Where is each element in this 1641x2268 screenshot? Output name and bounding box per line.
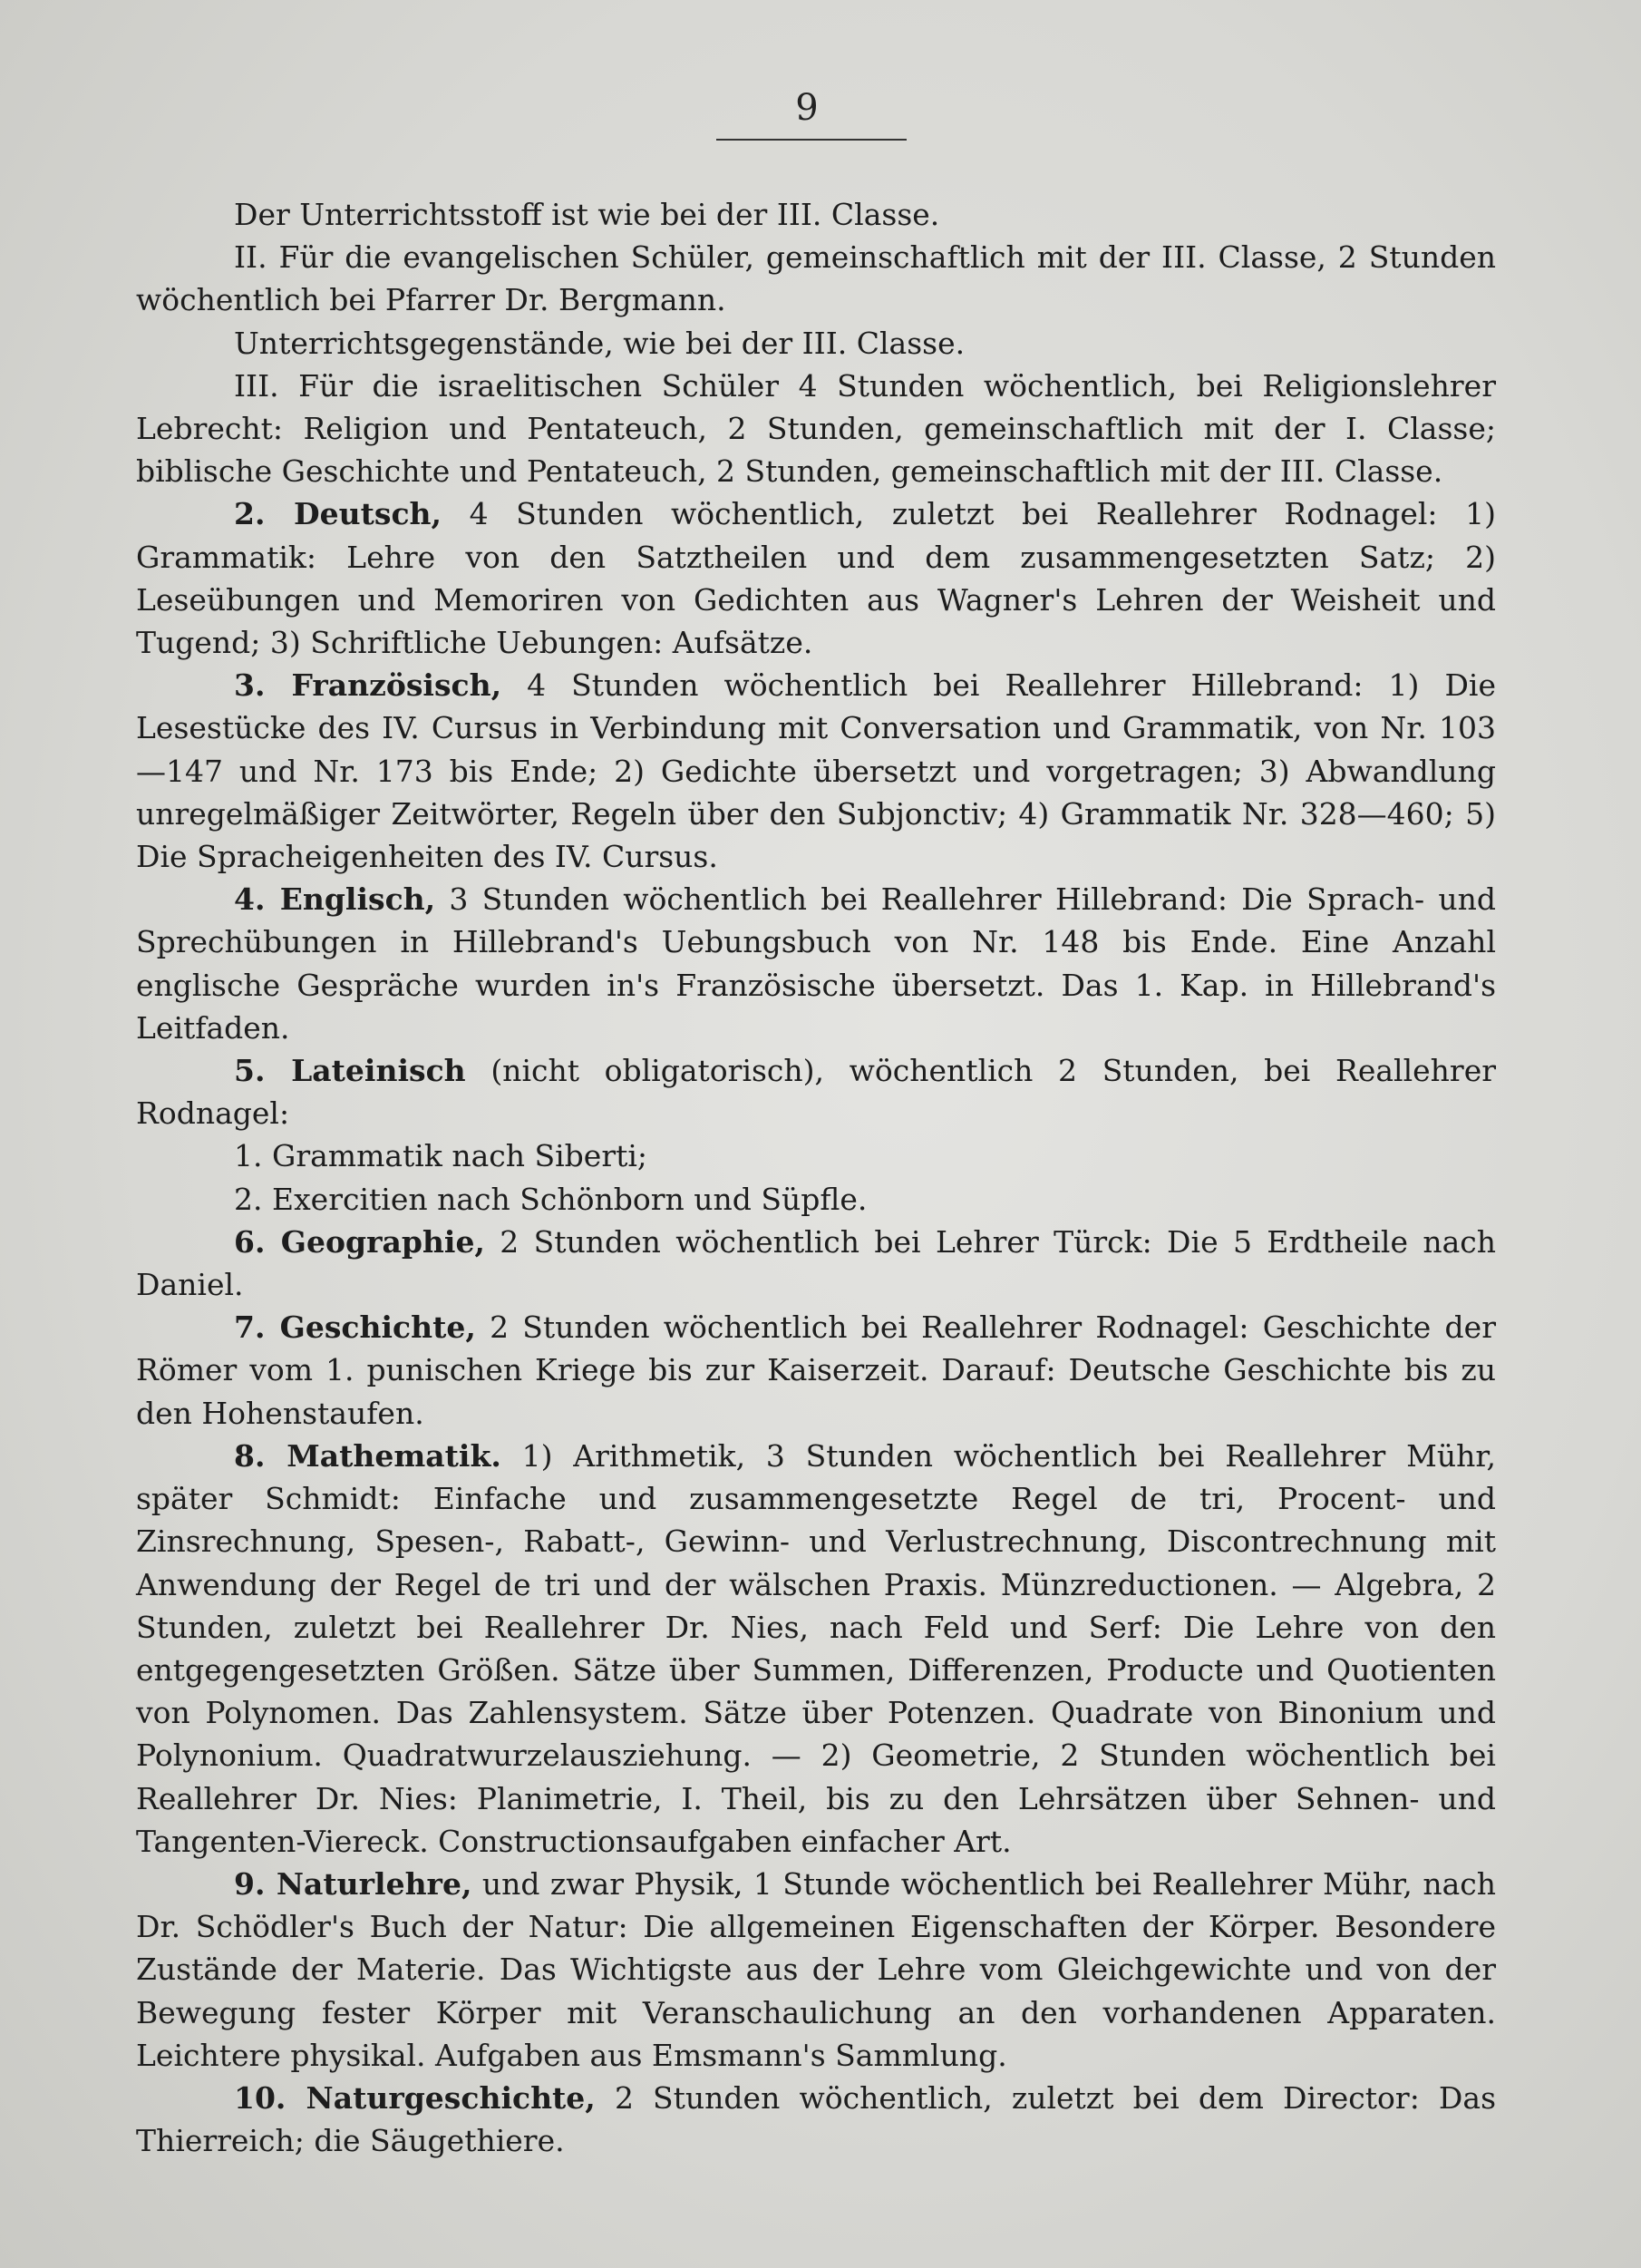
section-heading: 2. Deutsch, bbox=[234, 496, 442, 532]
section-heading: 3. Französisch, bbox=[234, 667, 502, 704]
section-naturgeschichte bbox=[136, 2077, 1496, 2162]
paragraph-p3 bbox=[136, 322, 1496, 365]
paragraph-p1 bbox=[136, 193, 1496, 236]
section-text: und zwar Physik, 1 Stunde wöchentlich bei Reallehrer Mühr, nach Dr. Schödler's Buch der Natur: Die allgemeinen Eigenschaften der Körper. Besondere Zustände der Materie. Das Wichtigste aus der Lehre vom Gleichgewichte und von der Bewegung fester Körper mit Veranschaulichung an den vorhandenen Apparaten. Leichtere physikal. Aufgaben aus Emsmann's Sammlung. bbox=[136, 1865, 1496, 2073]
section-englisch bbox=[136, 878, 1496, 1049]
section-deutsch bbox=[136, 492, 1496, 664]
text: Unterrichtsgegenstände, wie bei der III. Classe. bbox=[234, 325, 966, 361]
section-text: (nicht obligatorisch), wöchentlich 2 Stunden, bei Reallehrer Rodnagel: bbox=[136, 1053, 1496, 1132]
section-geschichte bbox=[136, 1306, 1496, 1435]
list-item: 1. Grammatik nach Siberti; bbox=[234, 1138, 648, 1174]
text: III. Für die israelitischen Schüler 4 Stunden wöchentlich, bei Religionslehrer Lebrecht: Religion und Pentateuch, 2 Stunden, gemeinschaftlich mit der I. Classe; biblische Geschichte und Pentateuch, 2 Stunden, gemeinschaftlich mit der III. Classe. bbox=[136, 367, 1496, 490]
section-text: 2 Stunden wöchentlich, zuletzt bei dem Director: Das Thierreich; die Säugethiere. bbox=[136, 2079, 1497, 2159]
section-text: 2 Stunden wöchentlich bei Reallehrer Rodnagel: Geschichte der Römer vom 1. punischen Kriege bis zur Kaiserzeit. Darauf: Deutsche Geschichte bis zu den Hohenstaufen. bbox=[136, 1309, 1496, 1431]
header-rule bbox=[716, 139, 907, 141]
section-naturlehre bbox=[136, 1863, 1496, 2077]
section-heading: 4. Englisch, bbox=[234, 881, 436, 918]
list-item: 2. Exercitien nach Schönborn und Süpfle. bbox=[234, 1181, 868, 1217]
paragraph-p2 bbox=[136, 236, 1496, 321]
section-heading: 8. Mathematik. bbox=[234, 1437, 501, 1474]
section-heading: 10. Naturgeschichte, bbox=[234, 2079, 596, 2116]
paragraph-p4 bbox=[136, 365, 1496, 493]
section-mathematik bbox=[136, 1435, 1496, 1863]
section-text: 2 Stunden wöchentlich bei Lehrer Türck: Die 5 Erdtheile nach Daniel. bbox=[136, 1223, 1496, 1303]
section-franzoesisch bbox=[136, 664, 1496, 878]
section-heading: 7. Geschichte, bbox=[234, 1309, 476, 1346]
text: II. Für die evangelischen Schüler, gemeinschaftlich mit der III. Classe, 2 Stunden wöchentlich bei Pfarrer Dr. Bergmann. bbox=[136, 239, 1496, 318]
body-text bbox=[136, 193, 1496, 2162]
section-text: 4 Stunden wöchentlich, zuletzt bei Reallehrer Rodnagel: 1) Grammatik: Lehre von den Satztheilen und dem zusammengesetzten Satz; 2) Leseübungen und Memoriren von Gedichten aus Wagner's Lehren der Weisheit und Tugend; 3) Schriftliche Uebungen: Aufsätze. bbox=[136, 496, 1496, 661]
page-number: 9 bbox=[795, 87, 819, 129]
section-heading: 6. Geographie, bbox=[234, 1223, 485, 1260]
section-text: 3 Stunden wöchentlich bei Reallehrer Hillebrand: Die Sprach- und Sprechübungen in Hillebrand's Uebungsbuch von Nr. 148 bis Ende. Eine Anzahl englische Gespräche wurden in's Französische übersetzt. Das 1. Kap. in Hillebrand's Leitfaden. bbox=[136, 881, 1496, 1046]
text: Der Unterrichtsstoff ist wie bei der III. Classe. bbox=[234, 197, 940, 232]
section-text: 4 Stunden wöchentlich bei Reallehrer Hillebrand: 1) Die Lesestücke des IV. Cursus in Verbindung mit Conversation und Grammatik, von Nr. 103—147 und Nr. 173 bis Ende; 2) Gedichte übersetzt und vorgetragen; 3) Abwandlung unregelmäßiger Zeitwörter, Regeln über den Subjonctiv; 4) Grammatik Nr. 328—460; 5) Die Spracheigenheiten des IV. Cursus. bbox=[136, 667, 1496, 875]
section-heading: 9. Naturlehre, bbox=[234, 1865, 472, 1902]
section-heading: 5. Lateinisch bbox=[234, 1053, 466, 1089]
section-lateinisch bbox=[136, 1049, 1496, 1134]
section-text: 1) Arithmetik, 3 Stunden wöchentlich bei Reallehrer Mühr, später Schmidt: Einfache und zusammengesetzte Regel de tri, Procent- und Zinsrechnung, Spesen-, Rabatt-, Gewinn- und Verlustrechnung, Discontrechnung mit Anwendung der Regel de tri und der wälschen Praxis. Münzreductionen. — Algebra, 2 Stunden, zuletzt bei Reallehrer Dr. Nies, nach Feld und Serf: Die Lehre von den entgegengesetzten Größen. Sätze über Summen, Differenzen, Producte und Quotienten von Polynomen. Das Zahlensystem. Sätze über Potenzen. Quadrate von Binonium und Polynonium. Quadratwurzelausziehung. — 2) Geometrie, 2 Stunden wöchentlich bei Reallehrer Dr. Nies: Planimetrie, I. Theil, bis zu den Lehrsätzen über Sehnen- und Tangenten-Viereck. Constructionsaufgaben einfacher Art. bbox=[136, 1437, 1497, 1859]
section-geographie bbox=[136, 1221, 1496, 1306]
